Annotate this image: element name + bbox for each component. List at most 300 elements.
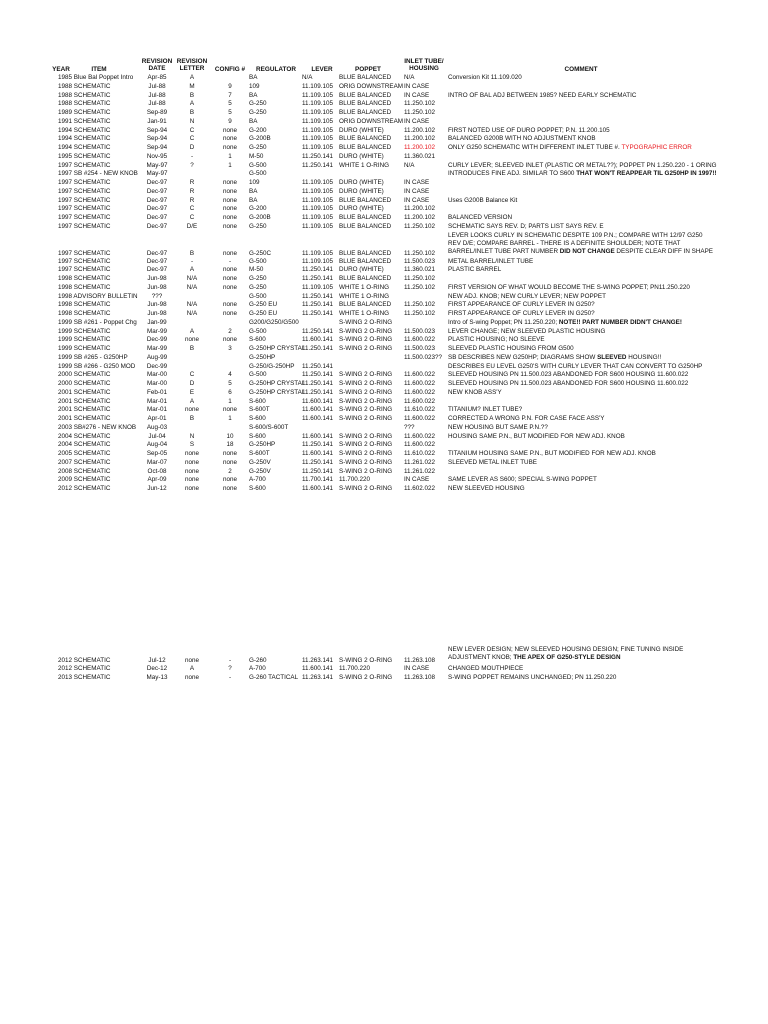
- cell-date: Dec-99: [146, 336, 168, 344]
- cell-item: 1989 SCHEMATIC: [58, 109, 111, 116]
- cell-regulator: G-250/G-250HP: [249, 362, 295, 370]
- cell-comment: [448, 162, 763, 170]
- cell-item: 2012 SCHEMATIC: [58, 665, 111, 672]
- cell-config: none: [222, 135, 237, 143]
- cell-inlet: 11.261.022: [404, 467, 436, 475]
- cell-letter: A: [189, 100, 195, 108]
- cell-date: Jun-12: [147, 485, 167, 492]
- cell-comment: [448, 363, 763, 371]
- comment-fragment: PLASTIC HOUSING; NO SLEEVE: [448, 336, 545, 344]
- cell-lever: 11.109.105: [302, 135, 334, 143]
- cell-date: Mar-00: [147, 380, 167, 387]
- comment-fragment: FIRST VERSION OF WHAT WOULD BECOME THE S-WING POPPET; PN11.250.220: [448, 283, 690, 291]
- cell-regulator: G-250 EU: [249, 301, 277, 309]
- cell-letter: N/A: [186, 275, 198, 282]
- comment-fragment: INTRO OF BAL ADJ BETWEEN 1985? NEED EARLY SCHEMATIC: [448, 91, 637, 99]
- cell-item: 2009 SCHEMATIC: [58, 476, 111, 484]
- cell-config: 18: [226, 441, 234, 449]
- cell-poppet: BLUE BALANCED: [339, 301, 392, 309]
- cell-comment: [448, 144, 763, 152]
- cell-item: 1991 SCHEMATIC: [58, 117, 111, 125]
- cell-comment: [448, 380, 763, 388]
- cell-config: 5: [228, 100, 232, 108]
- header-inlet-line1: INLET TUBE/: [404, 58, 444, 65]
- header-year: YEAR: [52, 66, 70, 73]
- cell-lever: 11.600.141: [302, 415, 334, 422]
- cell-inlet: ???: [404, 423, 415, 431]
- cell-config: none: [222, 205, 237, 213]
- cell-poppet: DURO (WHITE): [339, 187, 384, 195]
- cell-letter: E: [189, 388, 195, 396]
- cell-comment: [448, 354, 763, 362]
- header-comment: COMMENT: [564, 66, 598, 73]
- comment-fragment: CURLY LEVER; SLEEVED INLET (PLASTIC OR METAL??); POPPET PN 1.250.220 - 1 ORING: [448, 161, 717, 169]
- cell-regulator: G-250HP: [249, 441, 276, 449]
- cell-letter: D: [189, 144, 195, 151]
- cell-poppet: BLUE BALANCED: [339, 257, 392, 265]
- cell-regulator: G-260: [249, 657, 267, 664]
- cell-poppet: BLUE BALANCED: [339, 222, 392, 230]
- comment-fragment: THAT WON'T REAPPEAR TIL G250HP IN 1997!!: [576, 170, 717, 178]
- cell-regulator: S-600: [249, 336, 266, 344]
- cell-inlet: 11.250.102: [404, 109, 436, 116]
- cell-item: 1988 SCHEMATIC: [58, 100, 111, 108]
- cell-lever: 11.109.105: [302, 144, 334, 151]
- cell-poppet: DURO (WHITE): [339, 126, 384, 134]
- cell-poppet: 11.700.220: [339, 665, 371, 672]
- cell-item: 1985 Blue Bal Poppet Intro: [58, 74, 134, 81]
- cell-comment: [448, 415, 763, 423]
- cell-regulator: G-250: [249, 144, 267, 151]
- cell-inlet: 11.200.102: [404, 205, 436, 213]
- cell-regulator: BA: [249, 91, 258, 99]
- cell-inlet: IN CASE: [404, 196, 430, 204]
- cell-lever: 11.250.141: [302, 327, 334, 335]
- comment-fragment: INTRODUCES FINE ADJ. SIMILAR TO S600: [448, 170, 577, 178]
- cell-date: Aug-04: [146, 441, 168, 449]
- cell-lever: 11.109.105: [302, 257, 334, 265]
- cell-letter: A: [189, 266, 195, 274]
- cell-comment: [448, 135, 763, 143]
- cell-lever: N/A: [302, 74, 313, 81]
- cell-inlet: IN CASE: [404, 665, 430, 672]
- cell-item: 1999 SB #265 - G250HP: [58, 353, 128, 361]
- cell-poppet: S-WING 2 O-RING: [339, 345, 393, 352]
- cell-config: none: [222, 196, 237, 204]
- cell-inlet: 11.250.102: [404, 275, 436, 282]
- comment-fragment: SLEEVED HOUSING PN 11.500.023 ABANDONED FOR S600 HOUSING 11.600.022: [448, 380, 689, 387]
- cell-date: Dec-97: [146, 266, 168, 274]
- cell-lever: 11.109.105: [302, 222, 334, 230]
- cell-date: Dec-97: [146, 222, 168, 230]
- cell-config: -: [228, 657, 232, 664]
- comment-fragment: SAME LEVER AS S600; SPECIAL S-WING POPPET: [448, 476, 597, 484]
- cell-inlet: 11.600.022: [404, 397, 436, 405]
- cell-config: none: [222, 450, 237, 457]
- cell-config: none: [222, 126, 237, 134]
- cell-inlet: 11.360.021: [404, 152, 436, 160]
- cell-inlet: 11.602.022: [404, 485, 436, 492]
- cell-item: 2008 SCHEMATIC: [58, 467, 111, 475]
- cell-regulator: G-250HP: [249, 353, 276, 361]
- cell-date: Dec-12: [146, 665, 168, 672]
- comment-fragment: SLEEVED METAL INLET TUBE: [448, 458, 538, 466]
- cell-regulator: G200/G250/G500: [249, 318, 299, 326]
- cell-inlet: 11.600.022: [404, 432, 436, 440]
- cell-letter: A: [189, 665, 195, 672]
- cell-lever: 11.109.105: [302, 82, 334, 90]
- comment-fragment: BALANCED VERSION: [448, 214, 513, 221]
- header-revision-letter-line2: LETTER: [179, 65, 205, 72]
- cell-comment: [448, 127, 763, 135]
- cell-comment: [448, 646, 713, 662]
- cell-date: Apr-01: [147, 415, 167, 422]
- cell-letter: B: [189, 109, 195, 116]
- cell-lever: 11.263.141: [302, 657, 334, 664]
- comment-fragment: CORRECTED A WRONG P.N. FOR CASE FACE ASS'Y: [448, 415, 605, 422]
- cell-letter: A: [189, 74, 195, 81]
- cell-comment: [448, 92, 763, 100]
- cell-date: Dec-97: [146, 257, 168, 265]
- cell-config: 3: [228, 345, 232, 352]
- cell-inlet: IN CASE: [404, 179, 430, 186]
- cell-regulator: S-600: [249, 485, 266, 492]
- cell-letter: none: [184, 406, 199, 414]
- cell-comment: [448, 406, 763, 414]
- cell-poppet: S-WING 2 O-RING: [339, 371, 393, 379]
- cell-config: 9: [228, 117, 232, 125]
- cell-item: 1999 SCHEMATIC: [58, 336, 111, 344]
- cell-lever: 11.250.141: [302, 292, 334, 300]
- cell-regulator: G-200B: [249, 214, 271, 221]
- cell-regulator: BA: [249, 74, 258, 81]
- comment-fragment: ONLY G250 SCHEMATIC WITH DIFFERENT INLET TUBE #.: [448, 144, 622, 151]
- cell-inlet: 11.250.102: [404, 249, 436, 257]
- cell-regulator: M-50: [249, 152, 264, 160]
- cell-regulator: G-500: [249, 371, 267, 379]
- cell-poppet: S-WING 2 O-RING: [339, 415, 393, 422]
- cell-inlet: 11.610.022: [404, 450, 436, 457]
- cell-item: 1998 SCHEMATIC: [58, 301, 111, 309]
- cell-date: Mar-00: [147, 371, 167, 379]
- cell-comment: [448, 310, 763, 318]
- cell-date: Jan-99: [147, 318, 167, 326]
- cell-poppet: BLUE BALANCED: [339, 135, 392, 143]
- cell-date: Dec-99: [146, 362, 168, 370]
- cell-lever: 11.250.141: [302, 345, 334, 352]
- cell-lever: 11.250.141: [302, 388, 334, 396]
- cell-comment: [448, 319, 763, 327]
- cell-config: none: [222, 187, 237, 195]
- cell-poppet: WHITE 1 O-RING: [339, 292, 390, 300]
- cell-config: 10: [226, 432, 234, 440]
- comment-fragment: METAL BARREL/INLET TUBE: [448, 257, 534, 265]
- cell-item: 1998 SCHEMATIC: [58, 310, 111, 317]
- cell-regulator: BA: [249, 196, 258, 204]
- cell-inlet: N/A: [404, 74, 415, 81]
- cell-inlet: 11.500.023??: [404, 353, 443, 361]
- cell-inlet: 11.360.021: [404, 266, 436, 274]
- cell-lever: 11.600.141: [302, 336, 334, 344]
- cell-inlet: 11.610.022: [404, 406, 436, 414]
- comment-fragment: FIRST APPEARANCE OF CURLY LEVER IN G250?: [448, 310, 595, 317]
- cell-comment: [448, 223, 763, 231]
- cell-date: Sep-94: [146, 144, 168, 151]
- cell-letter: R: [189, 179, 195, 186]
- cell-lever: 11.109.105: [302, 214, 334, 221]
- comment-fragment: Conversion Kit 11.109.020: [448, 74, 522, 81]
- comment-fragment: NEW KNOB ASS'Y: [448, 388, 502, 396]
- cell-regulator: G-500: [249, 327, 267, 335]
- cell-letter: A: [189, 327, 195, 335]
- cell-config: ?: [228, 665, 232, 672]
- comment-fragment: HOUSING SAME P.N., BUT MODIFIED FOR NEW ADJ. KNOB: [448, 432, 625, 440]
- cell-date: Jul-88: [148, 100, 166, 108]
- cell-poppet: WHITE 1 O-RING: [339, 161, 390, 169]
- cell-comment: [448, 485, 763, 493]
- cell-date: Mar-07: [147, 458, 167, 466]
- cell-item: 1999 SCHEMATIC: [58, 345, 111, 352]
- comment-fragment: SB DESCRIBES NEW G250HP; DIAGRAMS SHOW: [448, 353, 598, 361]
- cell-config: 1: [228, 161, 232, 169]
- cell-poppet: S-WING 2 O-RING: [339, 406, 393, 414]
- cell-item: 1997 SCHEMATIC: [58, 222, 111, 230]
- cell-date: Dec-97: [146, 205, 168, 213]
- cell-date: Jul-12: [148, 657, 166, 664]
- cell-poppet: BLUE BALANCED: [339, 74, 392, 81]
- cell-inlet: 11.500.023: [404, 327, 436, 335]
- cell-lever: 11.250.141: [302, 467, 334, 475]
- cell-poppet: S-WING 2 O-RING: [339, 327, 393, 335]
- cell-lever: 11.109.105: [302, 249, 334, 257]
- cell-inlet: 11.250.102: [404, 283, 436, 291]
- cell-config: none: [222, 249, 237, 257]
- cell-inlet: N/A: [404, 161, 415, 169]
- cell-inlet: 11.263.108: [404, 657, 436, 664]
- cell-inlet: IN CASE: [404, 82, 430, 90]
- cell-letter: none: [184, 485, 199, 492]
- cell-config: 9: [228, 82, 232, 90]
- cell-comment: [448, 371, 763, 379]
- cell-poppet: BLUE BALANCED: [339, 214, 392, 221]
- cell-comment: [448, 476, 763, 484]
- cell-item: 2000 SCHEMATIC: [58, 380, 111, 387]
- cell-regulator: G-500: [249, 257, 267, 265]
- comment-fragment: TYPOGRAPHIC ERROR: [621, 144, 692, 151]
- cell-inlet: 11.600.022: [404, 415, 436, 422]
- cell-item: 2012 SCHEMATIC: [58, 657, 111, 664]
- cell-comment: [448, 74, 763, 82]
- cell-lever: 11.109.105: [302, 91, 334, 99]
- cell-item: 2001 SCHEMATIC: [58, 415, 111, 422]
- cell-inlet: 11.200.102: [404, 144, 436, 151]
- cell-regulator: G-200: [249, 205, 267, 213]
- cell-regulator: 109: [249, 179, 260, 186]
- cell-letter: none: [184, 476, 199, 484]
- header-lever: LEVER: [311, 66, 333, 73]
- cell-date: Mar-01: [147, 397, 167, 405]
- cell-lever: 11.109.105: [302, 196, 334, 204]
- cell-date: Dec-97: [146, 179, 168, 186]
- cell-item: 1997 SCHEMATIC: [58, 196, 111, 204]
- comment-fragment: HOUSING!!: [626, 353, 662, 361]
- cell-comment: [448, 284, 763, 292]
- cell-item: 2001 SCHEMATIC: [58, 388, 111, 396]
- cell-lever: 11.250.141: [302, 371, 334, 379]
- cell-config: none: [222, 283, 237, 291]
- comment-fragment: NOTE!! PART NUMBER DIDN'T CHANGE!: [558, 318, 682, 326]
- cell-inlet: IN CASE: [404, 187, 430, 195]
- cell-regulator: G-250C: [249, 249, 272, 257]
- comment-fragment: LEVER LOOKS CURLY IN SCHEMATIC DESPITE 109 P.N.; COMPARE WITH 12/97 G250 REV D/E; COMPARE BARREL - THERE IS A DEFINITE SHOULDER; NOTE THAT BARREL/INLET TUBE PART NUMBER: [448, 231, 703, 255]
- cell-item: 1997 SCHEMATIC: [58, 205, 111, 213]
- cell-lever: 11.700.141: [302, 476, 334, 484]
- cell-item: 2000 SCHEMATIC: [58, 371, 111, 379]
- header-poppet: POPPET: [355, 66, 381, 73]
- cell-item: 1998 SCHEMATIC: [58, 275, 111, 282]
- cell-letter: N/A: [186, 310, 198, 317]
- comment-fragment: TITANIUM? INLET TUBE?: [448, 406, 523, 414]
- cell-item: 1994 SCHEMATIC: [58, 144, 111, 151]
- cell-comment: [448, 665, 763, 673]
- cell-date: May-13: [146, 674, 168, 682]
- cell-letter: D: [189, 380, 195, 387]
- cell-letter: C: [189, 126, 195, 134]
- cell-comment: [448, 336, 763, 344]
- cell-letter: N/A: [186, 301, 198, 309]
- cell-letter: A: [189, 397, 195, 405]
- cell-lever: 11.250.141: [302, 441, 334, 449]
- cell-regulator: S-600: [249, 415, 266, 422]
- cell-poppet: DURO (WHITE): [339, 152, 384, 160]
- cell-lever: 11.109.105: [302, 179, 334, 186]
- cell-lever: 11.109.105: [302, 109, 334, 116]
- cell-config: none: [222, 476, 237, 484]
- cell-comment: [448, 450, 763, 458]
- cell-regulator: G-200B: [249, 135, 271, 143]
- cell-letter: C: [189, 205, 195, 213]
- cell-regulator: G-250V: [249, 467, 271, 475]
- cell-inlet: 11.261.022: [404, 458, 436, 466]
- cell-letter: S: [189, 441, 195, 449]
- cell-comment: [448, 424, 763, 432]
- cell-date: Sep-05: [146, 450, 168, 457]
- cell-regulator: G-500: [249, 161, 267, 169]
- cell-item: 1994 SCHEMATIC: [58, 126, 111, 134]
- cell-letter: C: [189, 135, 195, 143]
- header-revision-letter: [174, 58, 210, 72]
- cell-regulator: G-250: [249, 283, 267, 291]
- cell-inlet: 11.250.102: [404, 310, 436, 317]
- comment-fragment: SLEEVED HOUSING PN 11.500.023 ABANDONED FOR S600 HOUSING 11.600.022: [448, 371, 689, 379]
- cell-regulator: G-250HP CRYSTAL: [249, 380, 306, 387]
- cell-config: none: [222, 222, 237, 230]
- comment-fragment: CHANGED MOUTHPIECE: [448, 665, 524, 672]
- cell-date: Sep-94: [146, 126, 168, 134]
- cell-inlet: 11.250.102: [404, 222, 436, 230]
- cell-inlet: 11.263.108: [404, 674, 436, 682]
- cell-lever: 11.109.105: [302, 100, 334, 108]
- cell-letter: B: [189, 415, 195, 422]
- comment-fragment: DID NOT CHANGE: [559, 247, 615, 255]
- cell-regulator: G-250 EU: [249, 310, 277, 317]
- cell-date: Jun-98: [147, 310, 167, 317]
- comment-fragment: SCHEMATIC SAYS REV. D; PARTS LIST SAYS REV. E: [448, 222, 604, 230]
- cell-item: 2013 SCHEMATIC: [58, 674, 111, 682]
- cell-lever: 11.250.141: [302, 458, 334, 466]
- cell-regulator: G-200: [249, 126, 267, 134]
- cell-date: Sep-94: [146, 135, 168, 143]
- cell-inlet: 11.600.022: [404, 380, 436, 387]
- cell-date: Aug-03: [146, 423, 168, 431]
- cell-poppet: S-WING 2 O-RING: [339, 450, 393, 457]
- comment-fragment: SLEEVED PLASTIC HOUSING FROM G500: [448, 345, 574, 352]
- cell-letter: B: [189, 91, 195, 99]
- cell-date: Feb-01: [147, 388, 167, 396]
- cell-regulator: BA: [249, 117, 258, 125]
- cell-poppet: BLUE BALANCED: [339, 144, 392, 151]
- cell-letter: R: [189, 187, 195, 195]
- cell-inlet: IN CASE: [404, 117, 430, 125]
- cell-comment: [448, 328, 763, 336]
- cell-regulator: G-250V: [249, 458, 271, 466]
- header-inlet: [398, 58, 450, 72]
- cell-config: none: [222, 310, 237, 317]
- cell-letter: -: [190, 152, 194, 160]
- cell-date: Apr-09: [147, 476, 167, 484]
- cell-date: Dec-97: [146, 214, 168, 221]
- cell-date: Jul-88: [148, 82, 166, 90]
- cell-comment: [448, 232, 713, 256]
- cell-comment: [448, 674, 763, 682]
- header-revision-date: [140, 58, 174, 72]
- cell-inlet: IN CASE: [404, 476, 430, 484]
- cell-regulator: A-700: [249, 476, 266, 484]
- cell-regulator: G-250HP CRYSTAL: [249, 345, 306, 352]
- cell-regulator: S-600: [249, 397, 266, 405]
- cell-inlet: 11.600.022: [404, 336, 436, 344]
- cell-comment: [448, 214, 763, 222]
- comment-fragment: SLEEVED: [597, 353, 627, 361]
- cell-item: 1997 SCHEMATIC: [58, 257, 111, 265]
- cell-lever: 11.250.141: [302, 266, 334, 274]
- cell-poppet: S-WING 2 O-RING: [339, 657, 393, 664]
- cell-poppet: WHITE 1 O-RING: [339, 310, 390, 317]
- cell-date: Dec-97: [146, 249, 168, 257]
- cell-date: ???: [151, 292, 163, 300]
- cell-lever: 11.250.141: [302, 362, 334, 370]
- cell-poppet: ORIG DOWNSTREAM: [339, 82, 404, 90]
- cell-letter: N: [189, 432, 195, 440]
- cell-lever: 11.600.141: [302, 450, 334, 457]
- cell-regulator: G-500: [249, 292, 267, 300]
- cell-regulator: G-250HP CRYSTAL: [249, 388, 306, 396]
- cell-regulator: G-250: [249, 222, 267, 230]
- cell-config: 5: [228, 109, 232, 116]
- header-revision-date-line1: REVISION: [141, 58, 173, 65]
- cell-poppet: BLUE BALANCED: [339, 100, 392, 108]
- cell-date: Mar-01: [147, 406, 167, 414]
- cell-poppet: 11.700.220: [339, 476, 371, 484]
- cell-poppet: S-WING 2 O-RING: [339, 467, 393, 475]
- comment-fragment: Intro of S-wing Poppet; PN 11.250.220;: [448, 318, 559, 326]
- comment-fragment: BALANCED G200B WITH NO ADJUSTMENT KNOB: [448, 135, 596, 143]
- cell-comment: [448, 293, 763, 301]
- cell-lever: 11.250.141: [302, 161, 334, 169]
- cell-config: -: [228, 257, 232, 265]
- cell-date: May-97: [146, 161, 168, 169]
- cell-config: none: [222, 301, 237, 309]
